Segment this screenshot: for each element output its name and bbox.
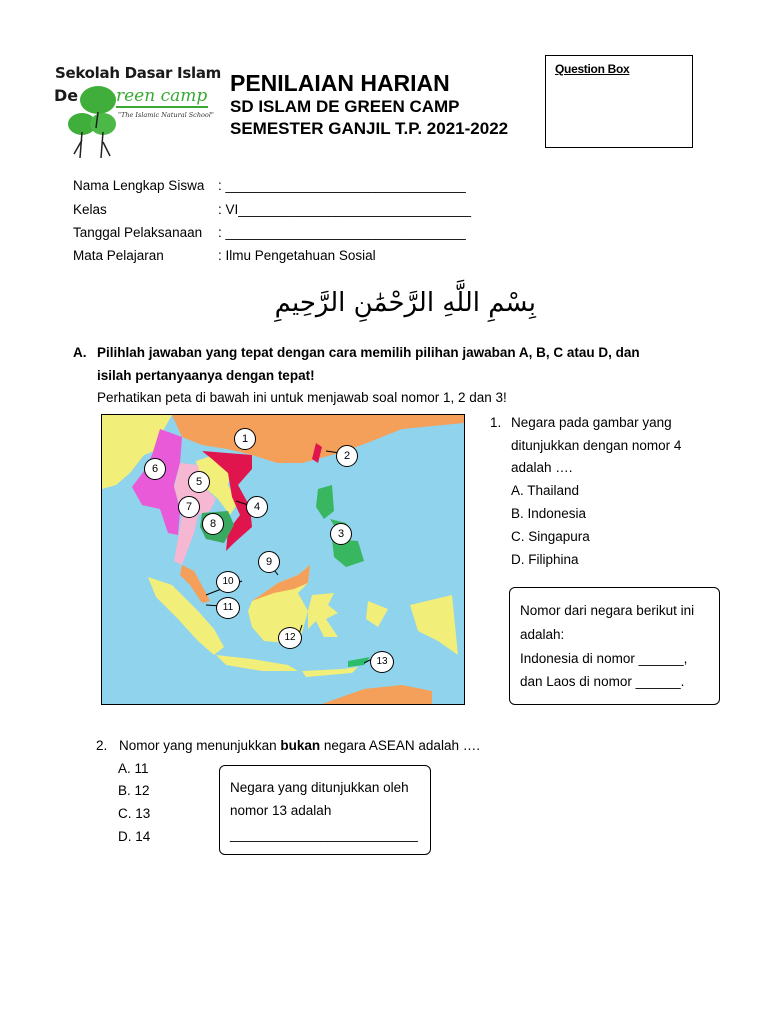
section-letter: A. <box>73 345 87 360</box>
q2-text <box>119 737 480 755</box>
school-name: SD ISLAM DE GREEN CAMP <box>230 97 460 116</box>
answer-box-2 <box>219 765 431 855</box>
identity-value-date[interactable]: : ________________________________ <box>218 225 466 240</box>
map-label-6: 6 <box>144 458 166 480</box>
map-label-4: 4 <box>246 496 268 518</box>
identity-label-name: Nama Lengkap Siswa <box>73 178 205 193</box>
map-note: Perhatikan peta di bawah ini untuk menjawab soal nomor 1, 2 dan 3! <box>97 390 507 405</box>
map-label-1: 1 <box>234 428 256 450</box>
map-label-13: 13 <box>370 651 394 673</box>
q1-option-c[interactable]: C. Singapura <box>511 529 590 544</box>
map-label-5: 5 <box>188 471 210 493</box>
q2-option-b[interactable]: B. 12 <box>118 783 150 798</box>
map-label-3: 3 <box>330 523 352 545</box>
q2-option-c[interactable]: C. 13 <box>118 806 151 821</box>
identity-value-subject: : Ilmu Pengetahuan Sosial <box>218 248 376 263</box>
map-label-10: 10 <box>216 571 240 593</box>
logo-school-name: Sekolah Dasar Islam <box>55 64 221 82</box>
q2-number: 2. <box>96 738 108 753</box>
answer-box-1 <box>509 587 720 705</box>
box2-line-1: Negara yang ditunjukkan oleh <box>230 780 409 795</box>
identity-label-date: Tanggal Pelaksanaan <box>73 225 203 240</box>
identity-value-name[interactable]: : ________________________________ <box>218 178 466 193</box>
logo-tagline: "The Islamic Natural School" <box>118 111 214 119</box>
q2-text-after: negara ASEAN adalah …. <box>320 738 480 753</box>
page-title: PENILAIAN HARIAN <box>230 70 450 96</box>
map-label-8: 8 <box>202 513 224 535</box>
logo-underline <box>116 106 208 108</box>
q2-option-d[interactable]: D. 14 <box>118 829 151 844</box>
box1-line-2: adalah: <box>520 627 565 642</box>
q1-line-1: Negara pada gambar yang <box>511 415 672 430</box>
logo-de: De <box>54 86 79 105</box>
q2-text-before: Nomor yang menunjukkan <box>119 738 281 753</box>
q1-line-3: adalah …. <box>511 460 573 475</box>
map-label-11: 11 <box>216 597 240 619</box>
q1-option-d[interactable]: D. Filiphina <box>511 552 579 567</box>
q1-option-a[interactable]: A. Thailand <box>511 483 580 498</box>
logo-green-camp: reen camp <box>116 86 208 106</box>
box1-line-3[interactable]: Indonesia di nomor ______, <box>520 651 688 666</box>
q1-number: 1. <box>490 415 502 430</box>
q2-option-a[interactable]: A. 11 <box>118 761 149 776</box>
instruction-line-2: isilah pertanyaanya dengan tepat! <box>97 368 315 383</box>
instruction-line-1: Pilihlah jawaban yang tepat dengan cara memilih pilihan jawaban A, B, C atau D, dan <box>97 345 640 360</box>
question-box <box>545 55 693 148</box>
q2-text-bold: bukan <box>280 738 321 753</box>
map-label-12: 12 <box>278 627 302 649</box>
box2-line-2: nomor 13 adalah <box>230 803 332 818</box>
map-label-9: 9 <box>258 551 280 573</box>
box2-answer-line[interactable]: _________________________ <box>230 827 418 842</box>
box1-line-4[interactable]: dan Laos di nomor ______. <box>520 674 685 689</box>
question-box-label: Question Box <box>555 62 630 76</box>
box1-line-1: Nomor dari negara berikut ini <box>520 603 695 618</box>
map-label-7: 7 <box>178 496 200 518</box>
basmalah-calligraphy: بِسْمِ اللَّهِ الرَّحْمَٰنِ الرَّحِيمِ <box>274 288 536 318</box>
identity-value-class[interactable]: : VI_______________________________ <box>218 202 472 217</box>
identity-label-subject: Mata Pelajaran <box>73 248 164 263</box>
q1-option-b[interactable]: B. Indonesia <box>511 506 587 521</box>
southeast-asia-map <box>101 414 465 705</box>
q1-line-2: ditunjukkan dengan nomor 4 <box>511 438 682 453</box>
school-logo <box>52 64 221 164</box>
identity-label-class: Kelas <box>73 202 107 217</box>
map-label-2: 2 <box>336 445 358 467</box>
semester-label: SEMESTER GANJIL T.P. 2021-2022 <box>230 119 509 138</box>
